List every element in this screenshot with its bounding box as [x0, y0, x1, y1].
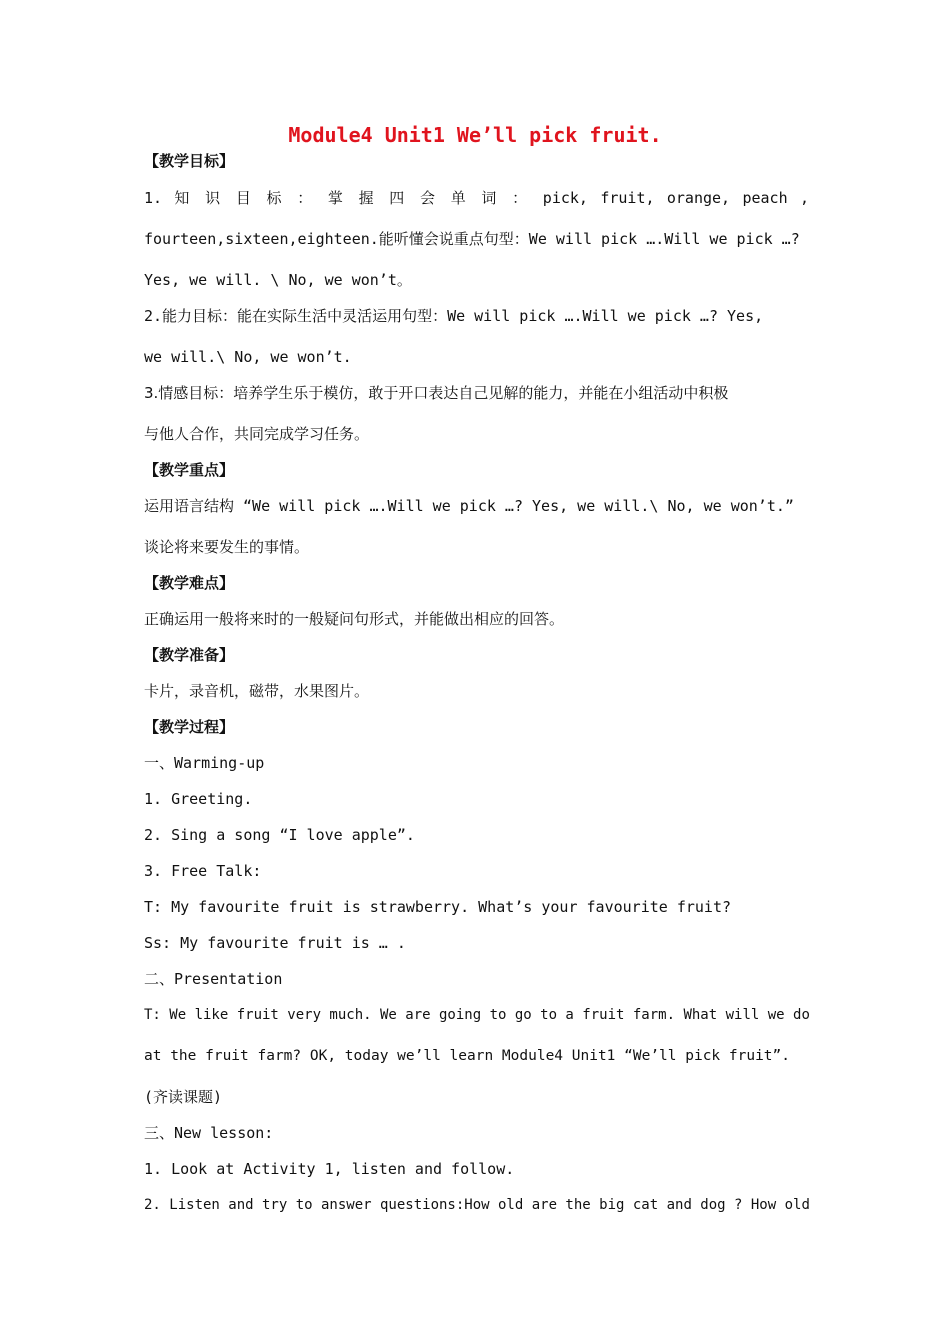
text-line: 2. Listen and try to answer questions:How old are the big cat and dog ? How old — [144, 1197, 810, 1213]
text-line: 谈论将来要发生的事情。 — [144, 538, 310, 556]
text-line: T: My favourite fruit is strawberry. What’s your favourite fruit? — [144, 898, 731, 916]
text-line: 二、Presentation — [144, 970, 283, 988]
section-heading-process: 【教学过程】 — [144, 718, 235, 736]
text-line: Ss: My favourite fruit is … . — [144, 934, 406, 952]
text-line: 3. Free Talk: — [144, 862, 262, 880]
section-heading-objectives: 【教学目标】 — [144, 152, 235, 170]
text-line: we will.\ No, we won’t. — [144, 348, 352, 366]
text-line: 3.情感目标：培养学生乐于模仿，敢于开口表达自己见解的能力，并能在小组活动中积极 — [144, 384, 729, 402]
text-line: fourteen,sixteen,eighteen.能听懂会说重点句型：We will pick ….Will we pick …? — [144, 230, 800, 248]
text-line: 1. 知 识 目 标 ： 掌 握 四 会 单 词 ： pick, fruit, orange, peach , — [144, 189, 809, 207]
text-line: 1. Greeting. — [144, 790, 253, 808]
text-line: T: We like fruit very much. We are going to go to a fruit farm. What will we do — [144, 1007, 810, 1023]
text-line: 三、New lesson: — [144, 1124, 274, 1142]
text-line: (齐读课题) — [144, 1088, 223, 1106]
text-line: 1. Look at Activity 1, listen and follow. — [144, 1160, 515, 1178]
text-line: at the fruit farm? OK, today we’ll learn Module4 Unit1 “We’ll pick fruit”. — [144, 1048, 791, 1064]
text-line: 2. Sing a song “I love apple”. — [144, 826, 415, 844]
section-heading-key-points: 【教学重点】 — [144, 461, 235, 479]
text-line: 正确运用一般将来时的一般疑问句形式，并能做出相应的回答。 — [144, 610, 565, 628]
text-line: 与他人合作，共同完成学习任务。 — [144, 425, 370, 443]
text-line: 卡片，录音机，磁带，水果图片。 — [144, 682, 370, 700]
text-line: 2.能力目标：能在实际生活中灵活运用句型：We will pick ….Will we pick …? Yes, — [144, 307, 764, 325]
section-heading-preparation: 【教学准备】 — [144, 646, 235, 664]
text-line: Yes, we will. \ No, we won’t。 — [144, 271, 412, 289]
text-line: 运用语言结构 “We will pick ….Will we pick …? Yes, we will.\ No, we won’t.” — [144, 497, 794, 515]
document-title: Module4 Unit1 We’ll pick fruit. — [288, 123, 662, 147]
text-line: 一、Warming-up — [144, 754, 265, 772]
section-heading-difficulties: 【教学难点】 — [144, 574, 235, 592]
